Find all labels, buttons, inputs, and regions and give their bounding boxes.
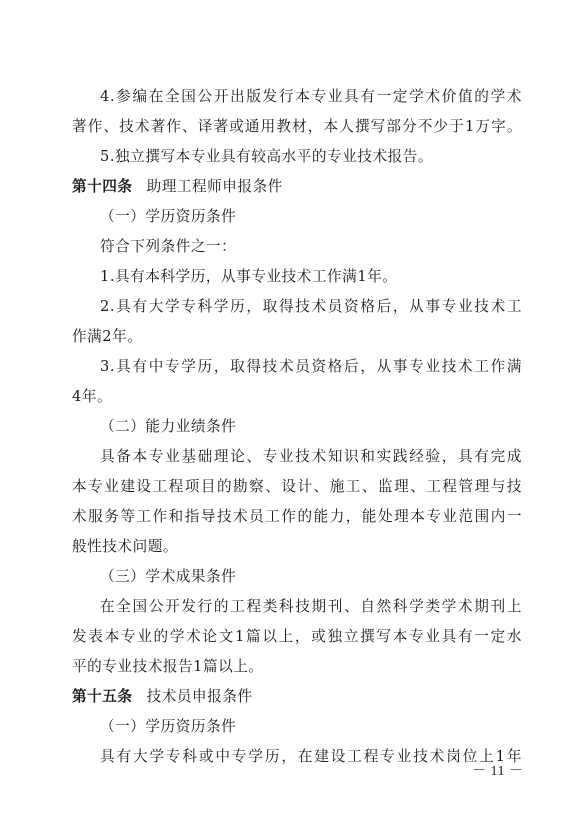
paragraph-line: 发表本专业的学术论文1篇以上，或独立撰写本专业具有一定水 bbox=[72, 628, 522, 645]
paragraph-line: 3.具有中专学历，取得技术员资格后，从事专业技术工作满 bbox=[100, 358, 522, 375]
paragraph-line: 具有大学专科或中专学历，在建设工程专业技术岗位上1年 bbox=[100, 748, 522, 765]
section-heading: （三）学术成果条件 bbox=[100, 568, 237, 585]
section-heading: （一）学历资历条件 bbox=[100, 208, 237, 225]
paragraph-line: 著作、技术著作、译著或通用教材，本人撰写部分不少于1万字。 bbox=[72, 118, 522, 135]
article-title: 技术员申报条件 bbox=[146, 688, 253, 705]
section-heading: （二）能力业绩条件 bbox=[100, 418, 237, 435]
paragraph-line: 4.参编在全国公开出版发行本专业具有一定学术价值的学术 bbox=[100, 88, 522, 105]
paragraph-line: 术服务等工作和指导技术员工作的能力，能处理本专业范围内一 bbox=[72, 508, 522, 525]
paragraph-line: 平的专业技术报告1篇以上。 bbox=[72, 658, 264, 675]
section-heading: （一）学历资历条件 bbox=[100, 718, 237, 735]
paragraph-line: 符合下列条件之一： bbox=[100, 238, 237, 255]
paragraph-line: 本专业建设工程项目的勘察、设计、施工、监理、工程管理与技 bbox=[72, 478, 522, 495]
article-number: 第十五条 bbox=[72, 688, 133, 705]
article-heading bbox=[72, 178, 522, 196]
paragraph-line: 具备本专业基础理论、专业技术知识和实践经验，具有完成 bbox=[100, 448, 522, 465]
paragraph-line: 作满2年。 bbox=[72, 328, 143, 345]
paragraph-line: 4年。 bbox=[72, 388, 113, 405]
paragraph-line: 5.独立撰写本专业具有较高水平的专业技术报告。 bbox=[100, 148, 434, 165]
article-heading bbox=[72, 688, 522, 706]
paragraph-line: 在全国公开发行的工程类科技期刊、自然科学类学术期刊上 bbox=[100, 598, 522, 615]
paragraph-line: 般性技术问题。 bbox=[72, 538, 179, 555]
paragraph-line: 1.具有本科学历，从事专业技术工作满1年。 bbox=[100, 268, 398, 285]
article-title: 助理工程师申报条件 bbox=[146, 178, 283, 195]
page-number: － 11 － bbox=[472, 764, 524, 779]
paragraph-line: 2.具有大学专科学历，取得技术员资格后，从事专业技术工 bbox=[100, 298, 522, 315]
article-number: 第十四条 bbox=[72, 178, 133, 195]
